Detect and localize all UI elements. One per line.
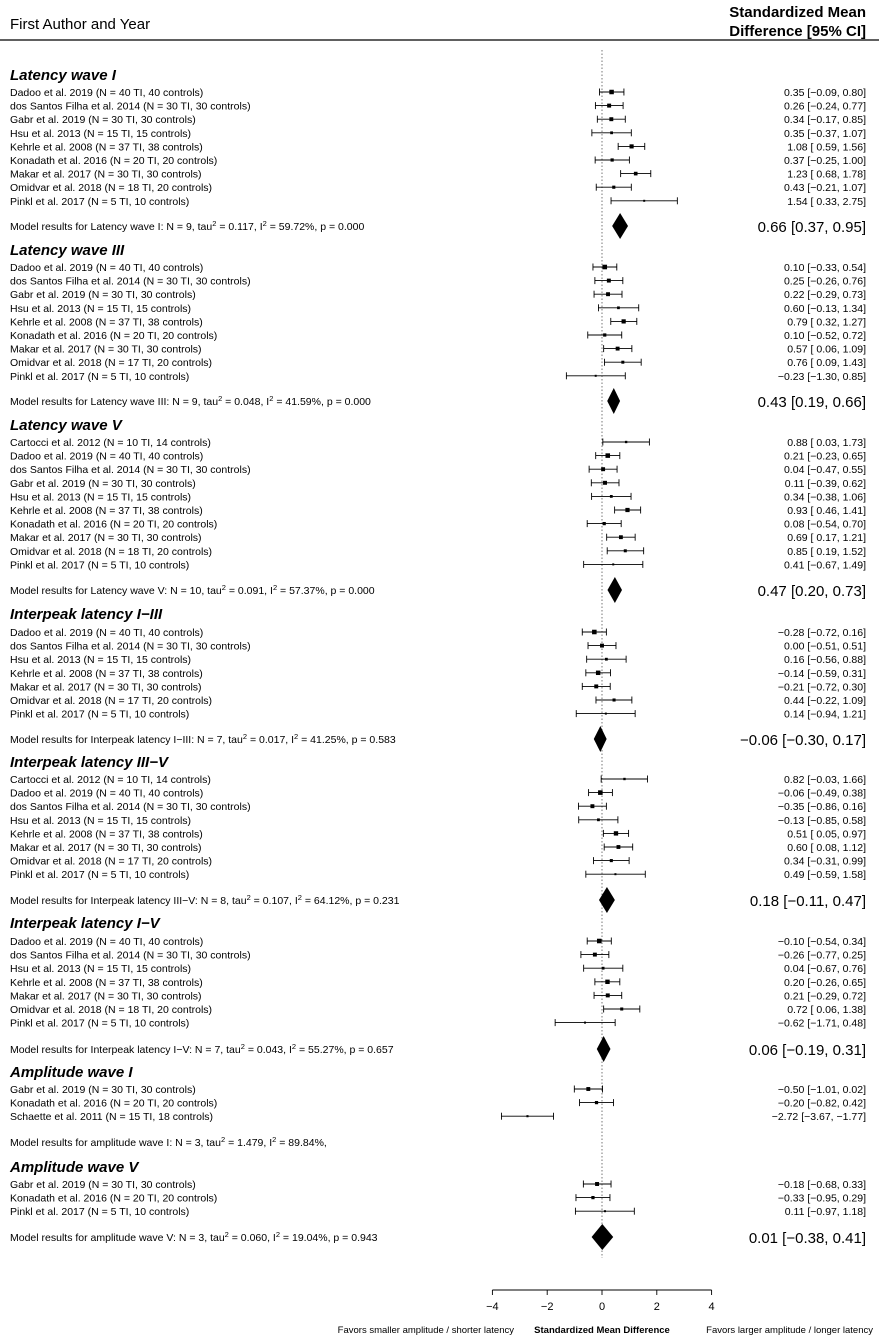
study-estimate-square (607, 279, 611, 283)
study-label: Makar et al. 2017 (N = 30 TI, 30 controls) (10, 842, 202, 854)
study-estimate-square (605, 658, 608, 661)
study-ci: −0.21 [−0.72, 0.30] (777, 681, 866, 694)
superscript: 2 (272, 583, 278, 592)
model-summary-part: = 59.72%, p = 0.000 (266, 221, 365, 233)
study-ci: −0.50 [−1.01, 0.02] (777, 1084, 866, 1096)
model-diamond (599, 887, 615, 913)
x-axis-right-note: Favors larger amplitude / longer latency (706, 1325, 873, 1336)
model-summary-part: = 57.37%, p = 0.000 (277, 585, 375, 597)
group-title: Latency wave V (10, 417, 122, 434)
study-ci: 0.11 [−0.97, 1.18] (784, 1206, 866, 1219)
model-summary-part: Model results for Interpeak latency III−V: N = 8, tau (10, 895, 247, 907)
study-label: Omidvar et al. 2018 (N = 18 TI, 20 controls) (10, 545, 213, 558)
model-ci: 0.01 [−0.38, 0.41] (748, 1230, 866, 1247)
study-estimate-square (610, 859, 613, 862)
study-estimate-square (603, 333, 606, 336)
study-label: Cartocci et al. 2012 (N = 10 TI, 14 controls) (10, 774, 211, 786)
group-title: Interpeak latency III−V (10, 754, 168, 771)
study-ci: −2.72 [−3.67, −1.77] (771, 1111, 866, 1124)
study-label: Omidvar et al. 2018 (N = 17 TI, 20 controls) (10, 855, 213, 868)
model-summary-part: = 0.091, I (225, 585, 273, 597)
model-summary-text (10, 394, 371, 408)
study-ci: 1.08 [ 0.59, 1.56] (787, 141, 866, 154)
study-ci: 0.72 [ 0.06, 1.38] (787, 1004, 866, 1016)
model-summary-part: Model results for Interpeak latency I−V: N = 7, tau (10, 1044, 241, 1056)
study-estimate-square (601, 467, 605, 471)
study-estimate-square (584, 1022, 586, 1024)
study-label: Dadoo et al. 2019 (N = 40 TI, 40 controls) (10, 627, 204, 639)
study-label: Pinkl et al. 2017 (N = 5 TI, 10 controls) (10, 1206, 190, 1219)
group-title: Latency wave I (10, 67, 116, 84)
superscript: 2 (218, 394, 223, 403)
study-estimate-square (607, 104, 611, 108)
study-estimate-square (605, 453, 610, 458)
study-estimate-square (619, 535, 623, 539)
study-ci: 0.10 [−0.33, 0.54] (783, 262, 866, 274)
model-summary-text (10, 732, 396, 746)
study-estimate-square (605, 713, 607, 715)
study-estimate-square (526, 1115, 528, 1117)
model-summary-text (10, 1135, 327, 1149)
study-ci: 1.54 [ 0.33, 2.75] (787, 195, 866, 208)
superscript: 2 (272, 1135, 277, 1144)
study-estimate-square (617, 306, 620, 309)
study-estimate-square (614, 873, 616, 875)
x-tick-label: 2 (653, 1301, 660, 1313)
study-ci: 0.04 [−0.47, 0.55] (783, 464, 866, 477)
model-summary-part: = 89.84%, (276, 1137, 327, 1149)
study-estimate-square (623, 778, 625, 780)
study-ci: 0.14 [−0.94, 1.21] (783, 708, 866, 721)
model-summary-part: Model results for Latency wave III: N = 9, tau (10, 396, 219, 408)
model-summary-part: = 0.048, I (222, 396, 270, 408)
model-diamond (597, 1036, 611, 1062)
model-ci: 0.47 [0.20, 0.73] (757, 583, 866, 600)
study-label: Kehrle et al. 2008 (N = 37 TI, 38 controls) (10, 316, 203, 329)
study-estimate-square (595, 1182, 599, 1186)
study-label: Omidvar et al. 2018 (N = 18 TI, 20 controls) (10, 182, 213, 195)
study-estimate-square (595, 1101, 598, 1104)
model-summary-part: Model results for Latency wave I: N = 9, tau (10, 221, 213, 233)
study-label: Dadoo et al. 2019 (N = 40 TI, 40 controls) (10, 936, 204, 948)
model-summary-text (10, 1042, 394, 1056)
study-estimate-square (624, 549, 627, 552)
study-label: Konadath et al. 2016 (N = 20 TI, 20 controls) (10, 155, 218, 167)
study-ci: 0.10 [−0.52, 0.72] (783, 330, 866, 342)
model-ci: 0.66 [0.37, 0.95] (757, 219, 866, 236)
study-label: Hsu et al. 2013 (N = 15 TI, 15 controls) (10, 814, 192, 827)
study-ci: 0.79 [ 0.32, 1.27] (787, 316, 866, 329)
model-ci: −0.06 [−0.30, 0.17] (740, 732, 866, 749)
study-estimate-square (634, 172, 638, 176)
model-summary-part: Model results for Interpeak latency I−III: N = 7, tau (10, 734, 243, 746)
study-label: Hsu et al. 2013 (N = 15 TI, 15 controls) (10, 654, 192, 667)
study-label: dos Santos Filha et al. 2014 (N = 30 TI, 30 controls) (10, 464, 251, 477)
study-ci: 0.51 [ 0.05, 0.97] (787, 828, 866, 841)
model-summary-part: = 0.060, I (228, 1232, 276, 1244)
model-summary-part: = 55.27%, p = 0.657 (296, 1044, 394, 1056)
study-label: dos Santos Filha et al. 2014 (N = 30 TI, 30 controls) (10, 100, 251, 113)
study-estimate-square (620, 1007, 623, 1010)
model-summary-part: Model results for amplitude wave V: N = 3, tau (10, 1232, 225, 1244)
study-label: Gabr et al. 2019 (N = 30 TI, 30 controls) (10, 289, 196, 302)
header-right-line2: Difference [95% CI] (729, 23, 866, 40)
study-estimate-square (614, 831, 618, 835)
study-estimate-square (609, 117, 613, 121)
study-label: Konadath et al. 2016 (N = 20 TI, 20 controls) (10, 1192, 218, 1205)
model-summary-part: Model results for Latency wave V: N = 10, tau (10, 585, 222, 597)
study-label: Makar et al. 2017 (N = 30 TI, 30 controls) (10, 532, 202, 545)
study-ci: 0.08 [−0.54, 0.70] (783, 518, 866, 531)
model-summary-text (10, 1230, 378, 1244)
study-label: Kehrle et al. 2008 (N = 37 TI, 38 controls) (10, 828, 203, 841)
study-ci: 0.21 [−0.23, 0.65] (783, 450, 866, 463)
model-diamond (607, 388, 620, 414)
superscript: 2 (224, 1230, 229, 1239)
study-ci: 0.34 [−0.31, 0.99] (783, 855, 866, 868)
study-label: Dadoo et al. 2019 (N = 40 TI, 40 controls) (10, 787, 204, 800)
study-ci: 0.85 [ 0.19, 1.52] (787, 545, 866, 558)
study-estimate-square (612, 563, 614, 565)
study-ci: 0.57 [ 0.06, 1.09] (787, 343, 866, 356)
study-ci: −0.14 [−0.59, 0.31] (777, 667, 866, 680)
study-label: Makar et al. 2017 (N = 30 TI, 30 controls) (10, 168, 202, 181)
model-summary-part: = 0.043, I (244, 1044, 292, 1056)
model-summary-text (10, 893, 400, 907)
study-ci: −0.20 [−0.82, 0.42] (777, 1097, 866, 1110)
study-estimate-square (602, 265, 607, 270)
study-label: Konadath et al. 2016 (N = 20 TI, 20 controls) (10, 1097, 218, 1110)
model-ci: 0.18 [−0.11, 0.47] (749, 893, 866, 910)
model-diamond (607, 577, 622, 603)
study-estimate-square (610, 495, 613, 498)
study-label: Schaette et al. 2011 (N = 15 TI, 18 controls) (10, 1111, 214, 1124)
study-label: Hsu et al. 2013 (N = 15 TI, 15 controls) (10, 302, 192, 315)
study-estimate-square (602, 967, 605, 970)
study-ci: 0.76 [ 0.09, 1.43] (787, 357, 866, 370)
study-ci: 0.20 [−0.26, 0.65] (783, 976, 866, 989)
study-ci: 0.11 [−0.39, 0.62] (784, 477, 866, 490)
study-estimate-square (613, 698, 616, 701)
study-ci: 0.93 [ 0.46, 1.41] (787, 505, 866, 517)
study-estimate-square (617, 845, 621, 849)
study-ci: −0.10 [−0.54, 0.34] (777, 936, 866, 948)
study-ci: 0.16 [−0.56, 0.88] (783, 654, 866, 667)
group-title: Latency wave III (10, 242, 125, 259)
study-label: Cartocci et al. 2012 (N = 10 TI, 14 controls) (10, 437, 211, 449)
study-estimate-square (586, 1087, 590, 1091)
study-ci: 0.00 [−0.51, 0.51] (783, 640, 866, 653)
study-ci: 1.23 [ 0.68, 1.78] (787, 168, 866, 181)
study-ci: −0.35 [−0.86, 0.16] (777, 801, 866, 814)
model-ci: 0.06 [−0.19, 0.31] (748, 1042, 866, 1059)
study-estimate-square (597, 818, 600, 821)
header-right-line1: Standardized Mean (729, 4, 866, 21)
superscript: 2 (240, 1042, 245, 1051)
study-ci: 0.21 [−0.29, 0.72] (783, 990, 866, 1003)
study-label: Dadoo et al. 2019 (N = 40 TI, 40 controls) (10, 87, 204, 99)
study-ci: 0.49 [−0.59, 1.58] (783, 869, 866, 882)
study-ci: −0.33 [−0.95, 0.29] (777, 1192, 866, 1205)
x-tick-label: −2 (540, 1301, 554, 1313)
x-axis-left-note: Favors smaller amplitude / shorter latency (337, 1325, 514, 1336)
model-summary-part: = 41.25%, p = 0.583 (298, 734, 396, 746)
superscript: 2 (221, 583, 226, 592)
model-summary-part: = 0.107, I (250, 895, 298, 907)
study-ci: 0.37 [−0.25, 1.00] (783, 155, 866, 167)
study-label: Gabr et al. 2019 (N = 30 TI, 30 controls) (10, 114, 196, 127)
study-ci: 0.35 [−0.09, 0.80] (783, 87, 866, 99)
study-label: dos Santos Filha et al. 2014 (N = 30 TI, 30 controls) (10, 801, 251, 814)
group-title: Amplitude wave V (10, 1159, 139, 1176)
study-estimate-square (606, 292, 610, 296)
study-label: Konadath et al. 2016 (N = 20 TI, 20 controls) (10, 518, 218, 531)
model-summary-text (10, 219, 364, 233)
x-tick-label: 0 (598, 1301, 606, 1313)
study-estimate-square (625, 441, 627, 443)
study-ci: 0.60 [ 0.08, 1.12] (787, 842, 866, 854)
study-label: Pinkl et al. 2017 (N = 5 TI, 10 controls) (10, 869, 190, 882)
study-estimate-square (600, 644, 604, 648)
study-estimate-square (593, 953, 597, 957)
study-ci: −0.18 [−0.68, 0.33] (777, 1179, 866, 1191)
group-title: Interpeak latency I−III (10, 606, 163, 623)
study-estimate-square (596, 671, 600, 675)
superscript: 2 (291, 1042, 297, 1051)
model-diamond (592, 1224, 614, 1250)
group-title: Amplitude wave I (10, 1064, 133, 1081)
superscript: 2 (212, 219, 217, 228)
model-summary-part: = 19.04%, p = 0.943 (280, 1232, 378, 1244)
study-label: Omidvar et al. 2018 (N = 17 TI, 20 controls) (10, 695, 213, 707)
x-axis-label: Standardized Mean Difference (534, 1325, 670, 1336)
study-label: Makar et al. 2017 (N = 30 TI, 30 controls) (10, 990, 202, 1003)
header-left: First Author and Year (10, 16, 151, 33)
study-estimate-square (616, 347, 620, 351)
study-ci: 0.34 [−0.17, 0.85] (783, 114, 866, 127)
study-label: Pinkl et al. 2017 (N = 5 TI, 10 controls) (10, 1017, 190, 1030)
superscript: 2 (242, 732, 248, 741)
superscript: 2 (269, 394, 274, 403)
study-ci: 0.22 [−0.29, 0.73] (783, 289, 866, 302)
study-estimate-square (603, 522, 606, 525)
study-estimate-square (609, 90, 613, 94)
study-estimate-square (591, 1196, 594, 1199)
study-label: Kehrle et al. 2008 (N = 37 TI, 38 controls) (10, 141, 203, 154)
study-ci: −0.13 [−0.85, 0.58] (777, 814, 866, 827)
study-label: Hsu et al. 2013 (N = 15 TI, 15 controls) (10, 127, 192, 140)
study-ci: 0.35 [−0.37, 1.07] (783, 127, 866, 140)
study-estimate-square (605, 980, 609, 984)
study-label: Gabr et al. 2019 (N = 30 TI, 30 controls) (10, 1084, 196, 1096)
study-label: Makar et al. 2017 (N = 30 TI, 30 controls) (10, 681, 202, 694)
study-ci: 0.26 [−0.24, 0.77] (783, 100, 866, 113)
study-label: Omidvar et al. 2018 (N = 18 TI, 20 controls) (10, 1004, 213, 1016)
study-label: Kehrle et al. 2008 (N = 37 TI, 38 controls) (10, 976, 203, 989)
superscript: 2 (262, 219, 267, 228)
study-estimate-square (643, 200, 645, 202)
study-label: Makar et al. 2017 (N = 30 TI, 30 controls) (10, 343, 202, 356)
study-ci: 0.44 [−0.22, 1.09] (783, 695, 866, 707)
model-ci: 0.43 [0.19, 0.66] (757, 394, 866, 411)
study-label: Gabr et al. 2019 (N = 30 TI, 30 controls) (10, 1179, 196, 1191)
study-estimate-square (621, 361, 624, 364)
study-label: Kehrle et al. 2008 (N = 37 TI, 38 controls) (10, 505, 203, 517)
study-label: Dadoo et al. 2019 (N = 40 TI, 40 controls) (10, 262, 204, 274)
study-estimate-square (625, 508, 629, 512)
study-label: Hsu et al. 2013 (N = 15 TI, 15 controls) (10, 963, 192, 976)
study-estimate-square (594, 684, 598, 688)
study-ci: −0.23 [−1.30, 0.85] (777, 370, 866, 383)
study-estimate-square (592, 630, 597, 635)
study-ci: 0.60 [−0.13, 1.34] (783, 302, 866, 315)
study-estimate-square (612, 186, 615, 189)
model-summary-part: = 0.017, I (247, 734, 295, 746)
study-ci: −0.62 [−1.71, 0.48] (777, 1017, 866, 1030)
study-label: dos Santos Filha et al. 2014 (N = 30 TI, 30 controls) (10, 275, 251, 288)
study-label: Dadoo et al. 2019 (N = 40 TI, 40 controls) (10, 450, 204, 463)
study-estimate-square (606, 993, 610, 997)
study-label: Pinkl et al. 2017 (N = 5 TI, 10 controls) (10, 708, 190, 721)
model-summary-part: = 1.479, I (225, 1137, 273, 1149)
x-tick-label: −4 (486, 1301, 499, 1313)
study-ci: 0.88 [ 0.03, 1.73] (787, 437, 866, 449)
model-summary-part: Model results for amplitude wave I: N = 3, tau (10, 1137, 221, 1149)
study-label: Pinkl et al. 2017 (N = 5 TI, 10 controls) (10, 559, 190, 572)
study-ci: −0.26 [−0.77, 0.25] (777, 949, 866, 962)
study-label: Pinkl et al. 2017 (N = 5 TI, 10 controls) (10, 195, 190, 208)
study-label: Hsu et al. 2013 (N = 15 TI, 15 controls) (10, 491, 192, 504)
model-summary-part: = 0.117, I (216, 221, 263, 233)
study-ci: 0.25 [−0.26, 0.76] (783, 275, 866, 288)
study-ci: 0.82 [−0.03, 1.66] (783, 774, 866, 786)
study-label: Konadath et al. 2016 (N = 20 TI, 20 controls) (10, 330, 218, 342)
study-ci: −0.28 [−0.72, 0.16] (777, 627, 866, 639)
study-ci: 0.41 [−0.67, 1.49] (783, 559, 866, 572)
superscript: 2 (294, 732, 299, 741)
model-summary-part: = 64.12%, p = 0.231 (301, 895, 400, 907)
model-diamond (612, 213, 628, 239)
study-estimate-square (611, 158, 614, 161)
study-estimate-square (597, 939, 602, 944)
superscript: 2 (246, 893, 251, 902)
study-estimate-square (604, 1210, 606, 1212)
study-estimate-square (622, 319, 626, 323)
superscript: 2 (297, 893, 302, 902)
study-label: Kehrle et al. 2008 (N = 37 TI, 38 controls) (10, 667, 203, 680)
study-estimate-square (598, 790, 603, 795)
study-ci: 0.43 [−0.21, 1.07] (783, 182, 866, 195)
x-tick-label: 4 (708, 1301, 715, 1313)
study-label: Omidvar et al. 2018 (N = 17 TI, 20 controls) (10, 357, 213, 370)
study-ci: 0.34 [−0.38, 1.06] (783, 491, 866, 504)
study-ci: 0.04 [−0.67, 0.76] (783, 963, 866, 976)
superscript: 2 (220, 1135, 226, 1144)
superscript: 2 (275, 1230, 281, 1239)
study-label: Gabr et al. 2019 (N = 30 TI, 30 controls) (10, 477, 196, 490)
study-estimate-square (603, 481, 607, 485)
study-ci: 0.69 [ 0.17, 1.21] (787, 532, 866, 545)
study-estimate-square (590, 804, 594, 808)
model-summary-text (10, 583, 375, 597)
study-estimate-square (595, 375, 597, 377)
model-summary-part: = 41.59%, p = 0.000 (273, 396, 371, 408)
study-label: dos Santos Filha et al. 2014 (N = 30 TI, 30 controls) (10, 640, 251, 653)
study-estimate-square (610, 131, 613, 134)
study-ci: −0.06 [−0.49, 0.38] (777, 787, 866, 800)
study-estimate-square (630, 144, 634, 148)
study-label: Pinkl et al. 2017 (N = 5 TI, 10 controls) (10, 370, 190, 383)
study-label: dos Santos Filha et al. 2014 (N = 30 TI, 30 controls) (10, 949, 251, 962)
model-diamond (594, 726, 607, 752)
group-title: Interpeak latency I−V (10, 915, 160, 932)
